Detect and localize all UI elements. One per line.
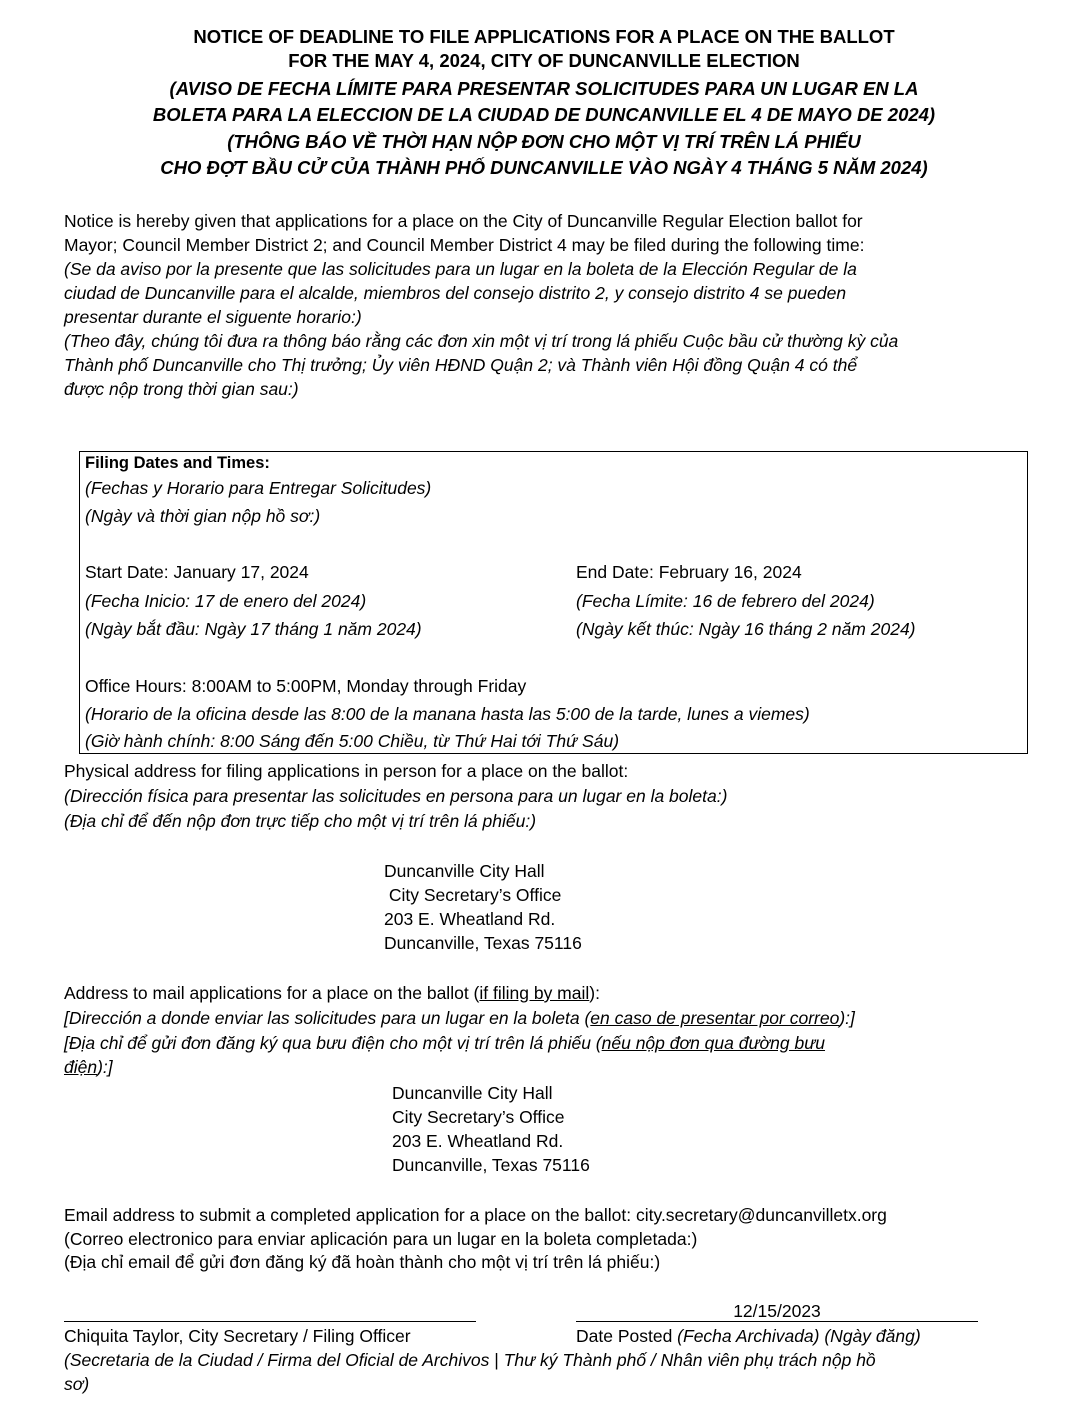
notice-title-vi-line-2: CHO ĐỢT BẦU CỬ CỦA THÀNH PHỐ DUNCANVILLE VÀO NGÀY 4 THÁNG 5 NĂM 2024) bbox=[160, 157, 928, 178]
email-address-line-vi: (Địa chỉ email để gửi đơn đăng ký đã hoàn thành cho một vị trí trên lá phiếu:) bbox=[64, 1252, 661, 1272]
mail-label-es-condition: en caso de presentar por correo bbox=[590, 1008, 840, 1028]
signer-name: Chiquita Taylor, City Secretary / Filing Officer bbox=[64, 1326, 411, 1346]
mail-label-vi-condition-2: điện bbox=[64, 1057, 98, 1077]
start-date-vi: (Ngày bắt đầu: Ngày 17 tháng 1 năm 2024) bbox=[85, 619, 422, 639]
filing-heading-vi: (Ngày và thời gian nộp hồ sơ:) bbox=[85, 506, 321, 526]
notice-title-es-line-2: BOLETA PARA LA ELECCION DE LA CIUDAD DE DUNCANVILLE EL 4 DE MAYO DE 2024) bbox=[152, 104, 936, 125]
physical-address-label-vi: (Địa chỉ để đến nộp đơn trực tiếp cho một vị trí trên lá phiếu:) bbox=[64, 811, 537, 831]
intro-en-line-2: Mayor; Council Member District 2; and Council Member District 4 may be filed during the following time: bbox=[64, 235, 865, 255]
mail-label-vi-condition: nếu nộp đơn qua đường bưu bbox=[601, 1033, 826, 1053]
mail-label-vi-text: [Địa chỉ để gửi đơn đăng ký qua bưu điện cho một vị trí trên lá phiếu ( bbox=[64, 1033, 602, 1053]
email-address-line: Email address to submit a completed application for a place on the ballot: city.secretary@duncanvilletx.org bbox=[64, 1205, 887, 1225]
mail-address-label-es bbox=[64, 1008, 855, 1029]
mail-address-line-3: 203 E. Wheatland Rd. bbox=[392, 1131, 564, 1151]
notice-title-es-line-1: (AVISO DE FECHA LÍMITE PARA PRESENTAR SOLICITUDES PARA UN LUGAR EN LA bbox=[169, 78, 919, 99]
mail-address-line-4: Duncanville, Texas 75116 bbox=[392, 1155, 590, 1175]
mail-label-es-text: [Dirección a donde enviar las solicitudes para un lugar en la boleta ( bbox=[64, 1008, 591, 1028]
intro-vi-line-1: (Theo đây, chúng tôi đưa ra thông báo rằng các đơn xin một vị trí trong lá phiếu Cuộc bầu cử thường kỳ của bbox=[64, 331, 899, 351]
intro-es-line-1: (Se da aviso por la presente que las solicitudes para un lugar en la boleta de la Elección Regular de la bbox=[64, 259, 857, 279]
intro-en-line-1: Notice is hereby given that applications for a place on the City of Duncanville Regular Election ballot for bbox=[64, 211, 863, 231]
start-date-es: (Fecha Inicio: 17 de enero del 2024) bbox=[85, 591, 367, 611]
intro-vi-line-3: được nộp trong thời gian sau:) bbox=[64, 379, 299, 399]
signer-title-translations bbox=[64, 1350, 876, 1371]
date-posted-label bbox=[576, 1326, 921, 1347]
physical-address-label-es: (Dirección física para presentar las solicitudes en persona para un lugar en la boleta:) bbox=[64, 786, 728, 806]
title-separator: | bbox=[494, 1350, 499, 1370]
office-hours-vi: (Giờ hành chính: 8:00 Sáng đến 5:00 Chiều, từ Thứ Hai tới Thứ Sáu) bbox=[85, 731, 620, 751]
end-date-vi: (Ngày kết thúc: Ngày 16 tháng 2 năm 2024) bbox=[576, 619, 916, 639]
filing-heading: Filing Dates and Times: bbox=[85, 454, 270, 472]
mail-label-vi-end: ):] bbox=[97, 1057, 113, 1077]
notice-title-line-2: FOR THE MAY 4, 2024, CITY OF DUNCANVILLE ELECTION bbox=[288, 50, 800, 71]
physical-address-line-4: Duncanville, Texas 75116 bbox=[384, 933, 582, 953]
physical-address-line-1: Duncanville City Hall bbox=[384, 861, 545, 881]
end-date-es: (Fecha Límite: 16 de febrero del 2024) bbox=[576, 591, 875, 611]
email-address-line-es: (Correo electronico para enviar aplicación para un lugar en la boleta completada:) bbox=[64, 1229, 698, 1249]
mail-label-text: Address to mail applications for a place on the ballot ( bbox=[64, 983, 480, 1003]
signature-line bbox=[64, 1321, 476, 1322]
date-posted-label-en: Date Posted bbox=[576, 1326, 678, 1346]
office-hours: Office Hours: 8:00AM to 5:00PM, Monday through Friday bbox=[85, 676, 527, 696]
intro-vi-line-2: Thành phố Duncanville cho Thị trưởng; Ủy viên HĐND Quận 2; và Thành viên Hội đồng Quận 4 có thể bbox=[64, 355, 858, 375]
notice-title-vi-line-1: (THÔNG BÁO VỀ THỜI HẠN NỘP ĐƠN CHO MỘT VỊ TRÍ TRÊN LÁ PHIẾU bbox=[227, 131, 861, 152]
mail-address-label-vi-2 bbox=[64, 1057, 113, 1078]
signer-title-vi: Thư ký Thành phố / Nhân viên phụ trách nộp hồ bbox=[498, 1350, 876, 1370]
mail-address-label bbox=[64, 983, 600, 1004]
filing-heading-es: (Fechas y Horario para Entregar Solicitudes) bbox=[85, 478, 432, 498]
mail-label-condition: if filing by mail bbox=[479, 983, 590, 1003]
mail-address-line-2: City Secretary’s Office bbox=[392, 1107, 565, 1127]
date-posted-label-translations: (Fecha Archivada) (Ngày đăng) bbox=[677, 1326, 921, 1346]
mail-label-es-end: ):] bbox=[839, 1008, 855, 1028]
signer-title-vi-2: sơ) bbox=[64, 1374, 90, 1394]
intro-es-line-2: ciudad de Duncanville para el alcalde, miembros del consejo distrito 2, y consejo distrito 4 se pueden bbox=[64, 283, 847, 303]
start-date: Start Date: January 17, 2024 bbox=[85, 562, 309, 582]
date-posted-value: 12/15/2023 bbox=[733, 1301, 821, 1321]
physical-address-label: Physical address for filing applications in person for a place on the ballot: bbox=[64, 761, 629, 781]
mail-address-label-vi bbox=[64, 1033, 825, 1054]
end-date: End Date: February 16, 2024 bbox=[576, 562, 802, 582]
mail-address-line-1: Duncanville City Hall bbox=[392, 1083, 553, 1103]
notice-title-line-1: NOTICE OF DEADLINE TO FILE APPLICATIONS FOR A PLACE ON THE BALLOT bbox=[193, 26, 895, 47]
physical-address-line-2: City Secretary’s Office bbox=[384, 885, 562, 905]
signer-title-es: (Secretaria de la Ciudad / Firma del Oficial de Archivos bbox=[64, 1350, 495, 1370]
intro-es-line-3: presentar durante el siguente horario:) bbox=[64, 307, 362, 327]
office-hours-es: (Horario de la oficina desde las 8:00 de la manana hasta las 5:00 de la tarde, lunes a viemes) bbox=[85, 704, 810, 724]
physical-address-line-3: 203 E. Wheatland Rd. bbox=[384, 909, 556, 929]
date-posted-line bbox=[576, 1321, 978, 1322]
mail-label-end: ): bbox=[589, 983, 600, 1003]
